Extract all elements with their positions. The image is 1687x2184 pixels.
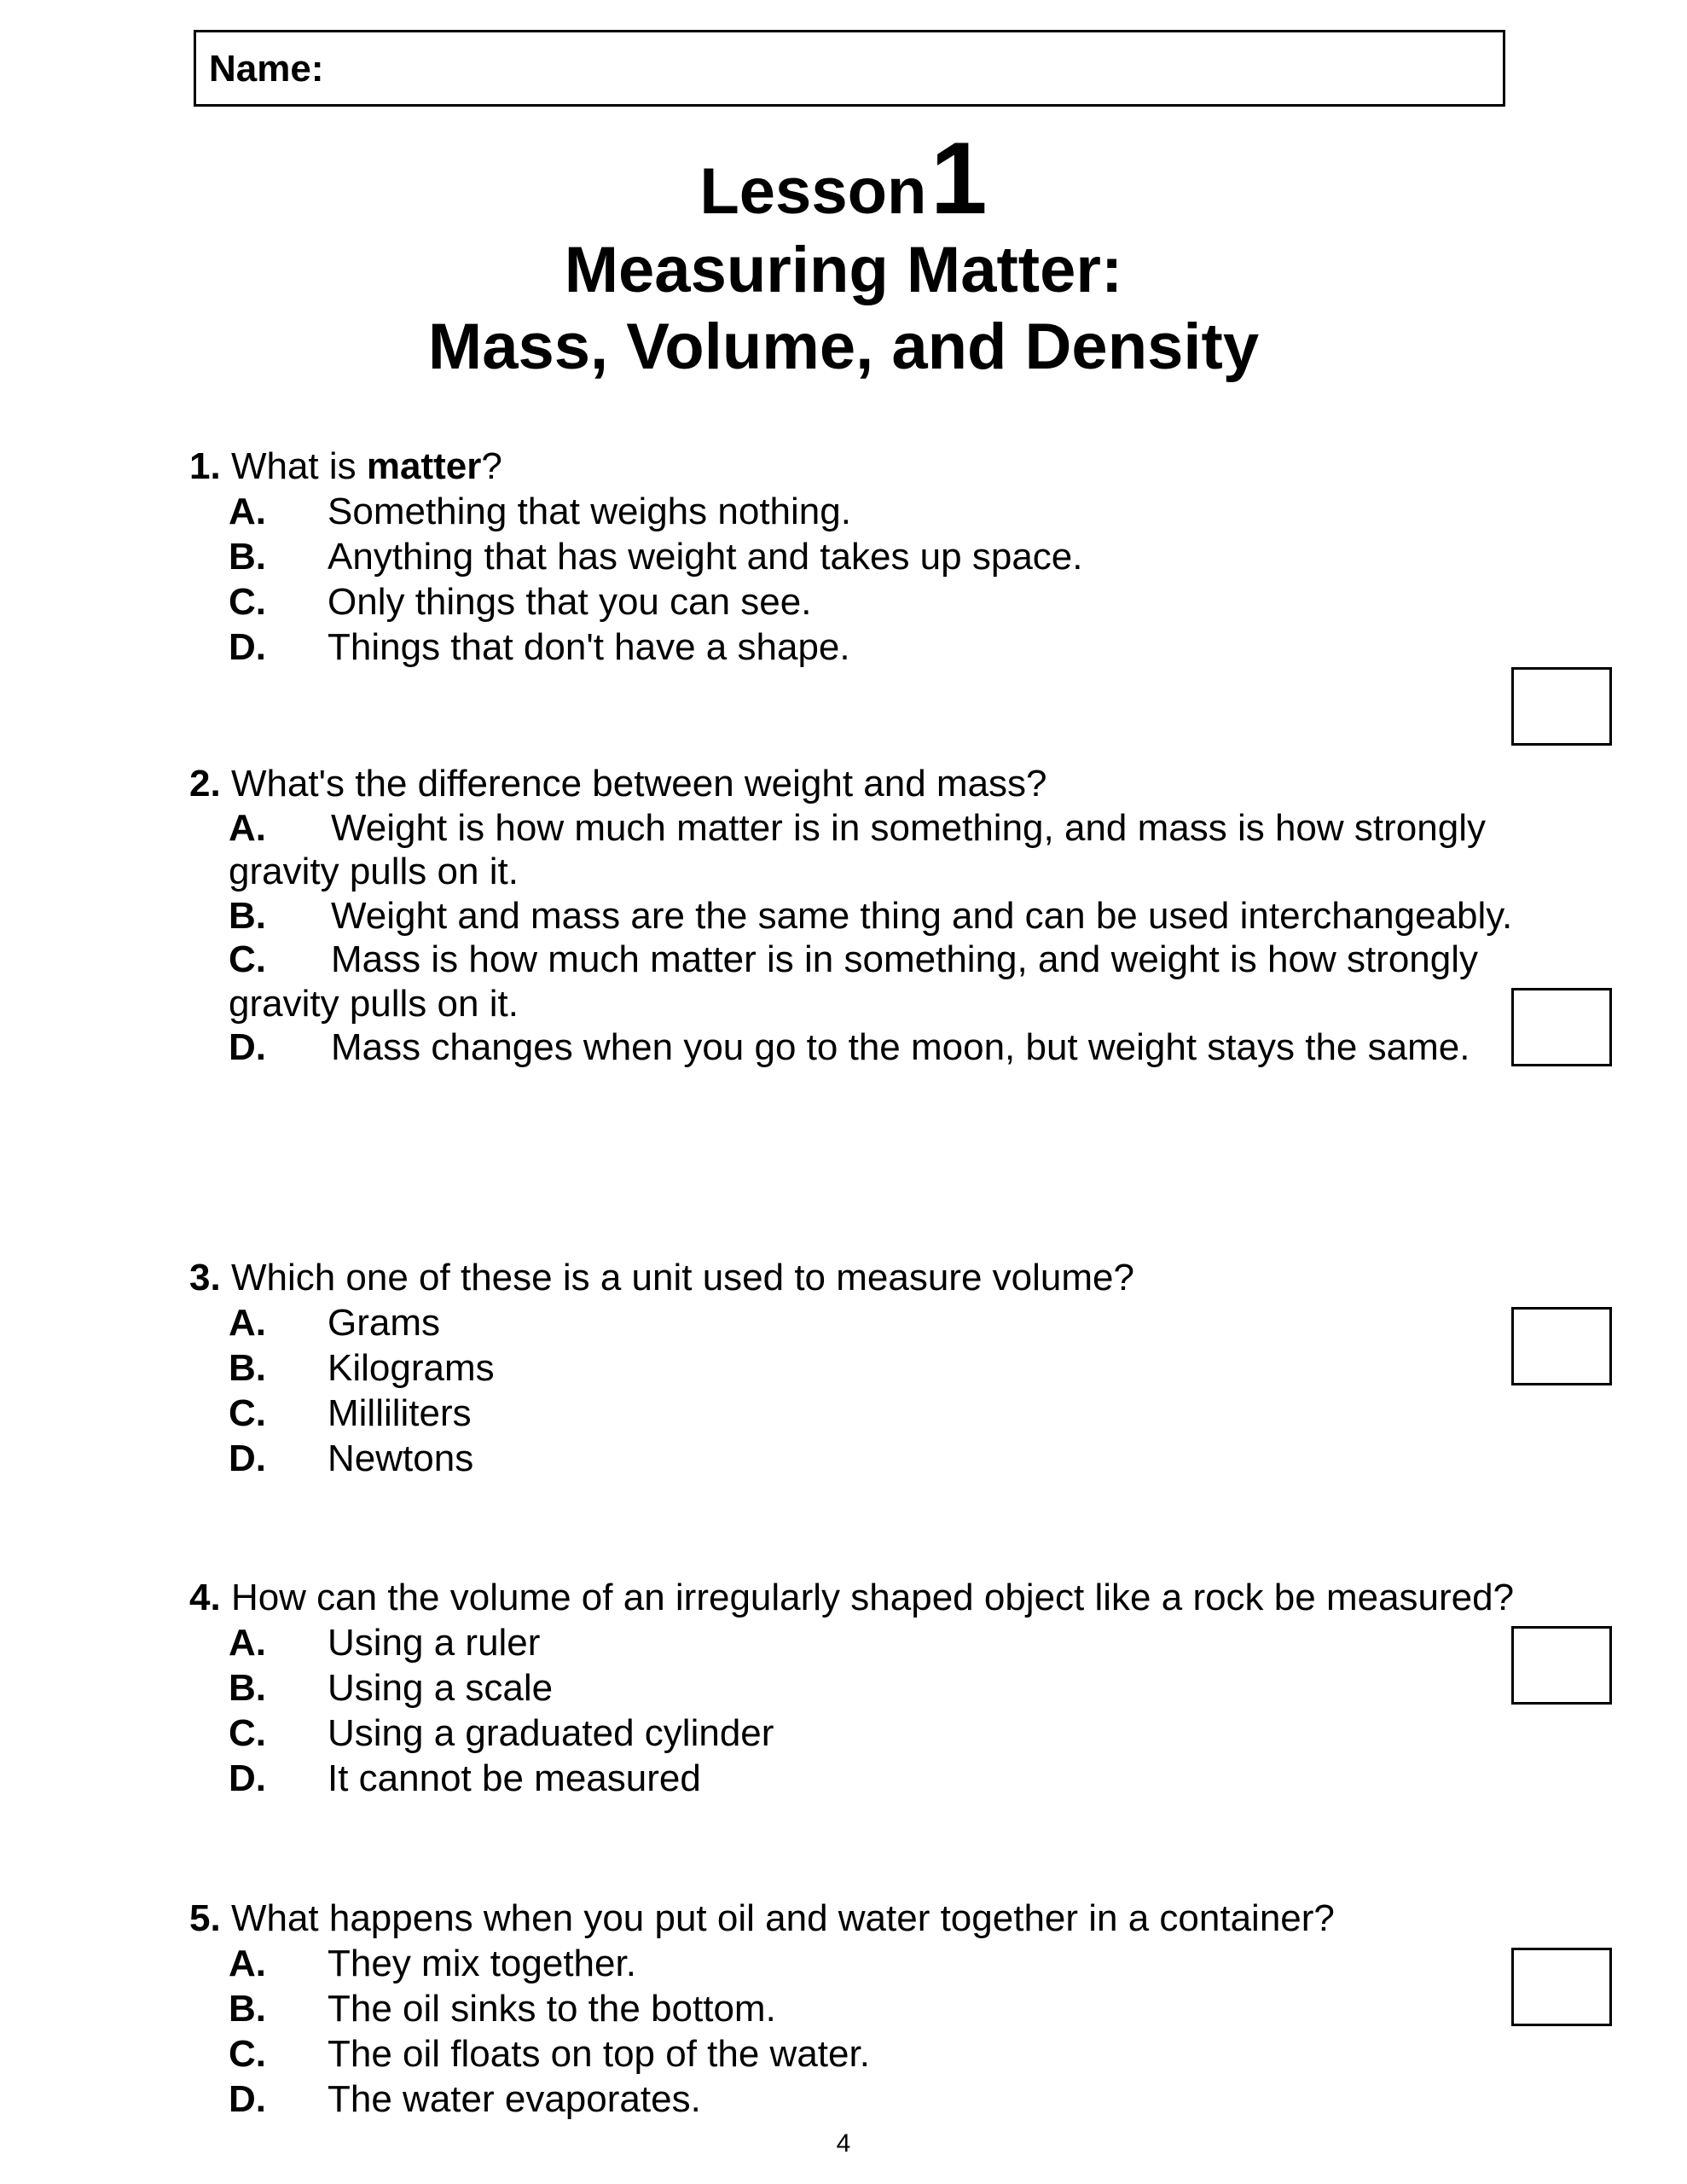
option-c (189, 2031, 1503, 2077)
stem-text: What happens when you put oil and water together in a container? (230, 1897, 1335, 1939)
question-1 (189, 444, 1503, 670)
question-stem (189, 762, 1528, 806)
option-b (189, 1986, 1503, 2031)
option-text: The water evaporates. (328, 2078, 701, 2120)
option-text: It cannot be measured (328, 1757, 701, 1799)
option-c (189, 1711, 1554, 1756)
option-c (189, 579, 1503, 624)
option-letter: A. (229, 1302, 266, 1344)
question-number: 5. (189, 1897, 221, 1939)
question-2 (189, 762, 1528, 1070)
answer-box-3[interactable] (1511, 1307, 1612, 1385)
option-letter: B. (229, 894, 266, 937)
question-number: 1. (189, 445, 221, 487)
option-a (189, 1300, 1503, 1345)
option-b (189, 1665, 1554, 1711)
option-a (189, 1941, 1503, 1986)
answer-box-1[interactable] (1511, 667, 1612, 746)
question-number: 2. (189, 763, 221, 804)
answer-box-2[interactable] (1511, 988, 1612, 1066)
lesson-number: 1 (930, 121, 988, 235)
option-text: Using a graduated cylinder (328, 1712, 774, 1754)
title-line-1: Measuring Matter: (564, 234, 1123, 306)
option-b (189, 534, 1503, 579)
option-letter: C. (229, 1712, 266, 1754)
option-text: The oil floats on top of the water. (328, 2033, 870, 2075)
title-line-2: Mass, Volume, and Density (427, 311, 1260, 383)
option-letter: D. (229, 1438, 266, 1479)
option-text: Something that weighs nothing. (328, 491, 851, 532)
option-text: Weight and mass are the same thing and can be used interchangeably. (331, 894, 1513, 937)
option-text: Grams (328, 1302, 440, 1344)
option-letter: A. (229, 491, 266, 532)
question-stem (189, 1575, 1554, 1620)
question-stem (189, 1896, 1503, 1941)
option-letter: C. (229, 1392, 266, 1434)
option-d (189, 1756, 1554, 1801)
question-4 (189, 1575, 1554, 1801)
option-text: Using a ruler (328, 1622, 541, 1664)
option-text: Mass is how much matter is in something, and weight is how strongly gravity pulls on it. (229, 938, 1479, 1025)
stem-text: What is (230, 445, 367, 487)
option-text: Anything that has weight and takes up space. (328, 536, 1083, 578)
option-text: Only things that you can see. (328, 581, 812, 623)
option-a (189, 806, 1528, 894)
option-d (189, 2077, 1503, 2122)
option-letter: A. (229, 1622, 266, 1664)
option-c (189, 938, 1528, 1025)
question-stem (189, 1255, 1503, 1300)
lesson-heading (0, 119, 1687, 235)
option-letter: A. (229, 806, 266, 849)
option-letter: D. (229, 1026, 266, 1068)
option-text: Kilograms (328, 1347, 495, 1389)
option-d (189, 624, 1503, 670)
answer-box-4[interactable] (1511, 1626, 1612, 1705)
option-d (189, 1025, 1528, 1070)
option-text: Weight is how much matter is in something, and mass is how strongly gravity pulls on it. (229, 806, 1486, 892)
question-3 (189, 1255, 1503, 1481)
option-letter: B. (229, 1988, 266, 2030)
option-a (189, 1620, 1554, 1665)
option-letter: B. (229, 1667, 266, 1709)
option-d (189, 1436, 1503, 1481)
option-letter: B. (229, 1347, 266, 1389)
name-label: Name: (209, 48, 324, 90)
stem-bold-term: matter (366, 445, 482, 487)
question-number: 3. (189, 1257, 221, 1298)
lesson-word: Lesson (699, 155, 927, 228)
option-text: Milliliters (328, 1392, 472, 1434)
option-text: Things that don't have a shape. (328, 626, 850, 668)
question-stem (189, 444, 1503, 489)
option-letter: D. (229, 626, 266, 668)
stem-text: What's the difference between weight and mass? (230, 763, 1047, 804)
question-number: 4. (189, 1577, 221, 1618)
option-text: They mix together. (328, 1943, 636, 1984)
stem-text: How can the volume of an irregularly shaped object like a rock be measured? (230, 1577, 1515, 1618)
option-letter: D. (229, 1757, 266, 1799)
option-text: Using a scale (328, 1667, 554, 1709)
option-letter: A. (229, 1943, 266, 1984)
stem-text: Which one of these is a unit used to measure volume? (230, 1257, 1134, 1298)
option-letter: C. (229, 2033, 266, 2075)
option-text: Newtons (328, 1438, 474, 1479)
option-letter: C. (229, 581, 266, 623)
option-c (189, 1391, 1503, 1436)
option-letter: B. (229, 536, 266, 578)
name-field[interactable] (194, 30, 1505, 107)
answer-box-5[interactable] (1511, 1948, 1612, 2026)
option-letter: C. (229, 938, 266, 980)
option-a (189, 489, 1503, 534)
page-number: 4 (836, 2129, 851, 2158)
question-5 (189, 1896, 1503, 2122)
option-text: Mass changes when you go to the moon, but weight stays the same. (331, 1026, 1470, 1068)
stem-text-end: ? (481, 445, 502, 487)
option-b (189, 894, 1528, 938)
option-b (189, 1345, 1503, 1391)
option-text: The oil sinks to the bottom. (328, 1988, 776, 2030)
option-letter: D. (229, 2078, 266, 2120)
